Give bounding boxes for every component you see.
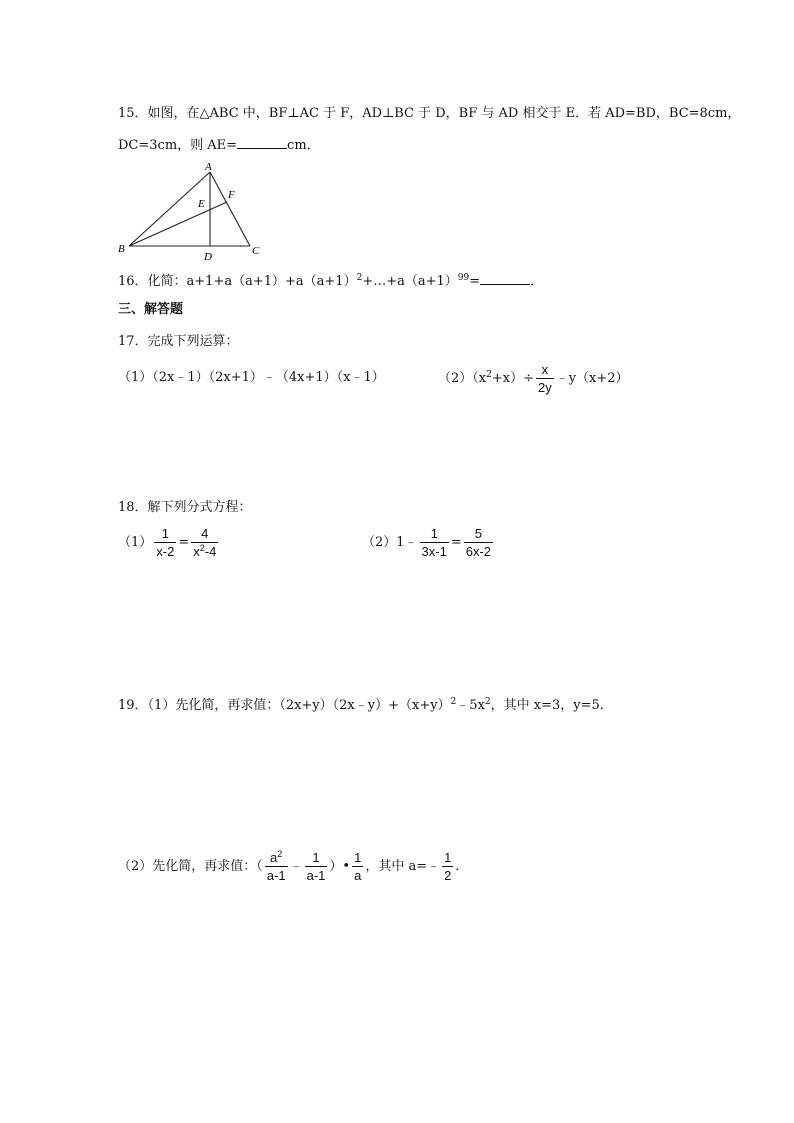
q17-fraction xyxy=(536,362,554,395)
q19-part2 xyxy=(118,846,468,888)
q15-line2 xyxy=(118,136,320,154)
q18-p2-right-frac xyxy=(464,526,493,559)
section-heading: 三、解答题 xyxy=(118,302,184,317)
q18-p1-eq: = xyxy=(178,535,190,550)
q16-line xyxy=(118,272,543,290)
q19-part1 xyxy=(118,698,613,714)
q18-p1-r-den-sup: 2 xyxy=(199,543,205,553)
q15-line2-prefix: DC=3cm，则 AE= xyxy=(118,138,238,153)
q19-p2-frac1 xyxy=(265,850,288,883)
q18-p1-r-num: 4 xyxy=(201,526,209,541)
triangle-figure xyxy=(114,160,274,260)
q17-part2-mid: +x）÷ xyxy=(491,371,534,386)
label-d: D xyxy=(204,251,212,260)
q19-p2-f2-den: a-1 xyxy=(306,868,326,883)
q18-p2-l-den: 3x-1 xyxy=(421,544,447,559)
q19-p2-f1-num-sup: 2 xyxy=(277,849,283,859)
q19-p2-f2-num: 1 xyxy=(312,850,320,865)
q18-p1-r-den-tail: -4 xyxy=(204,544,217,559)
segment-bf xyxy=(129,202,227,246)
q16-middle: +…+a（a+1） xyxy=(362,274,458,289)
q19-sup1: 2 xyxy=(450,697,457,707)
q17-part2 xyxy=(438,362,629,395)
q19-p2-frac3 xyxy=(352,850,363,883)
q18-p2-r-den: 6x-2 xyxy=(465,544,492,559)
q16-exp2: 99 xyxy=(457,273,470,283)
q19-p2-f3-num: 1 xyxy=(354,850,362,865)
q17-frac-num: x xyxy=(541,362,549,377)
q17-title: 17．完成下列运算： xyxy=(118,334,239,349)
q19-p2-f1-num-base: a xyxy=(270,850,278,865)
q17-part2-suffix: ﹣y（x+2） xyxy=(555,371,629,386)
q15-line2-suffix: cm． xyxy=(287,138,320,153)
q19-sup2: 2 xyxy=(484,697,491,707)
q17-part1: （1）（2x﹣1）（2x+1）﹣（4x+1）（x﹣1） xyxy=(118,370,385,385)
q19-p2-f4-num: 1 xyxy=(444,850,452,865)
q16-answer-blank[interactable] xyxy=(480,272,530,285)
q18-p2-left-frac xyxy=(420,526,449,559)
q18-title: 18．解下列分式方程： xyxy=(118,500,252,515)
q16-eq: = xyxy=(469,274,481,289)
q19-p2-frac4 xyxy=(442,850,453,883)
q18-p1-r-den-base: x xyxy=(193,544,200,559)
q19-p2-label: （2）先化简，再求值：（ xyxy=(118,859,263,874)
q18-p2-label: （2）1﹣ xyxy=(362,535,418,550)
q19-line1-mid: ﹣5x xyxy=(456,698,485,713)
q18-p1-left-frac xyxy=(154,526,176,559)
label-c: C xyxy=(252,245,260,257)
q19-p2-f4-den: 2 xyxy=(444,868,452,883)
label-b: B xyxy=(118,243,125,255)
q18-p1-r-den xyxy=(191,542,218,559)
q18-p2-r-num: 5 xyxy=(474,526,483,541)
q15-line1: 15．如图，在△ABC 中，BF⊥AC 于 F，AD⊥BC 于 D，BF 与 AD 相交于 E．若 AD=BD，BC=8cm， xyxy=(118,106,741,121)
q19-p2-f1-num xyxy=(268,850,284,866)
label-a: A xyxy=(205,161,212,173)
q19-p2-end: ． xyxy=(455,859,469,874)
q17-part2-sup: 2 xyxy=(486,370,492,380)
q18-p1-label: （1） xyxy=(118,535,153,550)
q19-p2-close: ） xyxy=(329,859,343,874)
q16-exp1: 2 xyxy=(356,273,363,283)
q16-prefix: 16．化简：a+1+a（a+1）+a（a+1） xyxy=(118,274,357,289)
side-ac xyxy=(210,172,250,246)
q18-p1-l-den: x-2 xyxy=(156,544,175,559)
q19-p2-dot: • xyxy=(342,859,351,874)
q18-p1-l-num: 1 xyxy=(161,526,169,541)
q17-part2-prefix: （2）（x xyxy=(438,371,487,386)
q19-p2-minus: ﹣ xyxy=(289,859,303,874)
q19-p2-f1-den: a-1 xyxy=(266,868,286,883)
q19-line1-prefix: 19．（1）先化简，再求值：（2x+y）（2x﹣y）+（x+y） xyxy=(118,698,451,713)
q18-part2 xyxy=(362,524,495,562)
q19-line1-suffix: ，其中 x=3，y=5． xyxy=(490,698,613,713)
q18-p1-right-frac xyxy=(191,526,218,559)
q17-frac-den: 2y xyxy=(537,380,552,395)
q15-answer-blank[interactable] xyxy=(237,136,287,149)
q18-part1 xyxy=(118,524,220,562)
q16-suffix: ． xyxy=(530,274,544,289)
q18-p2-l-num: 1 xyxy=(430,526,438,541)
label-f: F xyxy=(228,189,235,201)
q18-p2-eq: = xyxy=(450,535,462,550)
label-e: E xyxy=(198,198,205,210)
q19-p2-f3-den: a xyxy=(354,868,362,883)
q19-p2-frac2 xyxy=(305,850,328,883)
q19-p2-where: ，其中 a=﹣ xyxy=(365,859,441,874)
